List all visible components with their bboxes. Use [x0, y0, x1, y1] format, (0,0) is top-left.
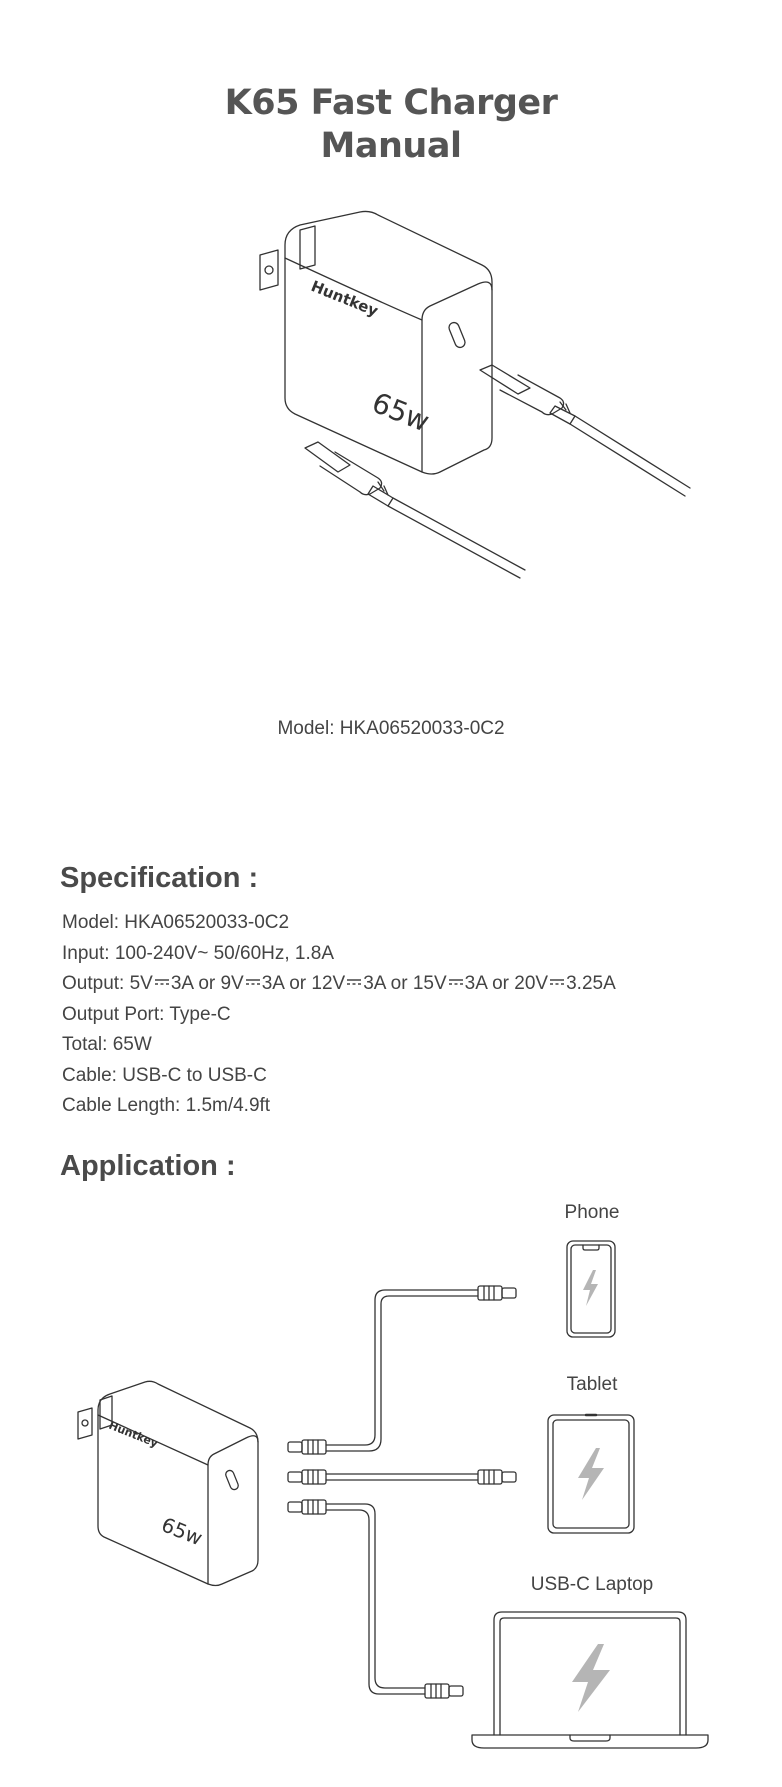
- specification-heading: Specification :: [60, 862, 259, 894]
- dc-symbol-icon: [448, 977, 464, 987]
- laptop-label: USB-C Laptop: [530, 1574, 654, 1595]
- application-heading: Application :: [60, 1150, 236, 1182]
- dc-symbol-icon: [549, 977, 565, 987]
- brand-logo-small: Huntkey: [106, 1418, 160, 1451]
- dc-symbol-icon: [154, 977, 170, 987]
- application-diagram: [0, 1180, 782, 1787]
- tablet-label: Tablet: [566, 1374, 618, 1395]
- charger-small: [78, 1381, 258, 1585]
- phone-label: Phone: [564, 1202, 620, 1223]
- spec-list: [62, 908, 616, 1122]
- spec-cable: Cable: USB-C to USB-C: [62, 1064, 267, 1086]
- dc-symbol-icon: [346, 977, 362, 987]
- wattage-label: 65w: [367, 385, 435, 439]
- charging-bolt-icon: [572, 1644, 610, 1712]
- spec-cable-length: Cable Length: 1.5m/4.9ft: [62, 1095, 271, 1116]
- page-title: K65 Fast Charger: [224, 83, 558, 123]
- page-subtitle: Manual: [320, 126, 462, 166]
- spec-output-port: Output Port: Type-C: [62, 1003, 231, 1025]
- spec-output: Output: 5V 3A or 9V 3A or 12V 3A or 15V 3A or 20V 3.25A: [62, 973, 616, 994]
- cable-plugs: [288, 1440, 326, 1514]
- wattage-label-small: 65w: [158, 1512, 206, 1551]
- charger-illustration: [230, 210, 750, 670]
- dc-symbol-icon: [245, 977, 261, 987]
- spec-total: Total: 65W: [62, 1034, 152, 1055]
- model-caption: Model: HKA06520033-0C2: [277, 718, 505, 739]
- charging-bolt-icon: [583, 1270, 598, 1306]
- spec-model: Model: HKA06520033-0C2: [62, 912, 290, 933]
- brand-logo: Huntkey: [308, 277, 381, 321]
- spec-input: Input: 100-240V~ 50/60Hz, 1.8A: [62, 942, 335, 964]
- charging-bolt-icon: [578, 1448, 604, 1500]
